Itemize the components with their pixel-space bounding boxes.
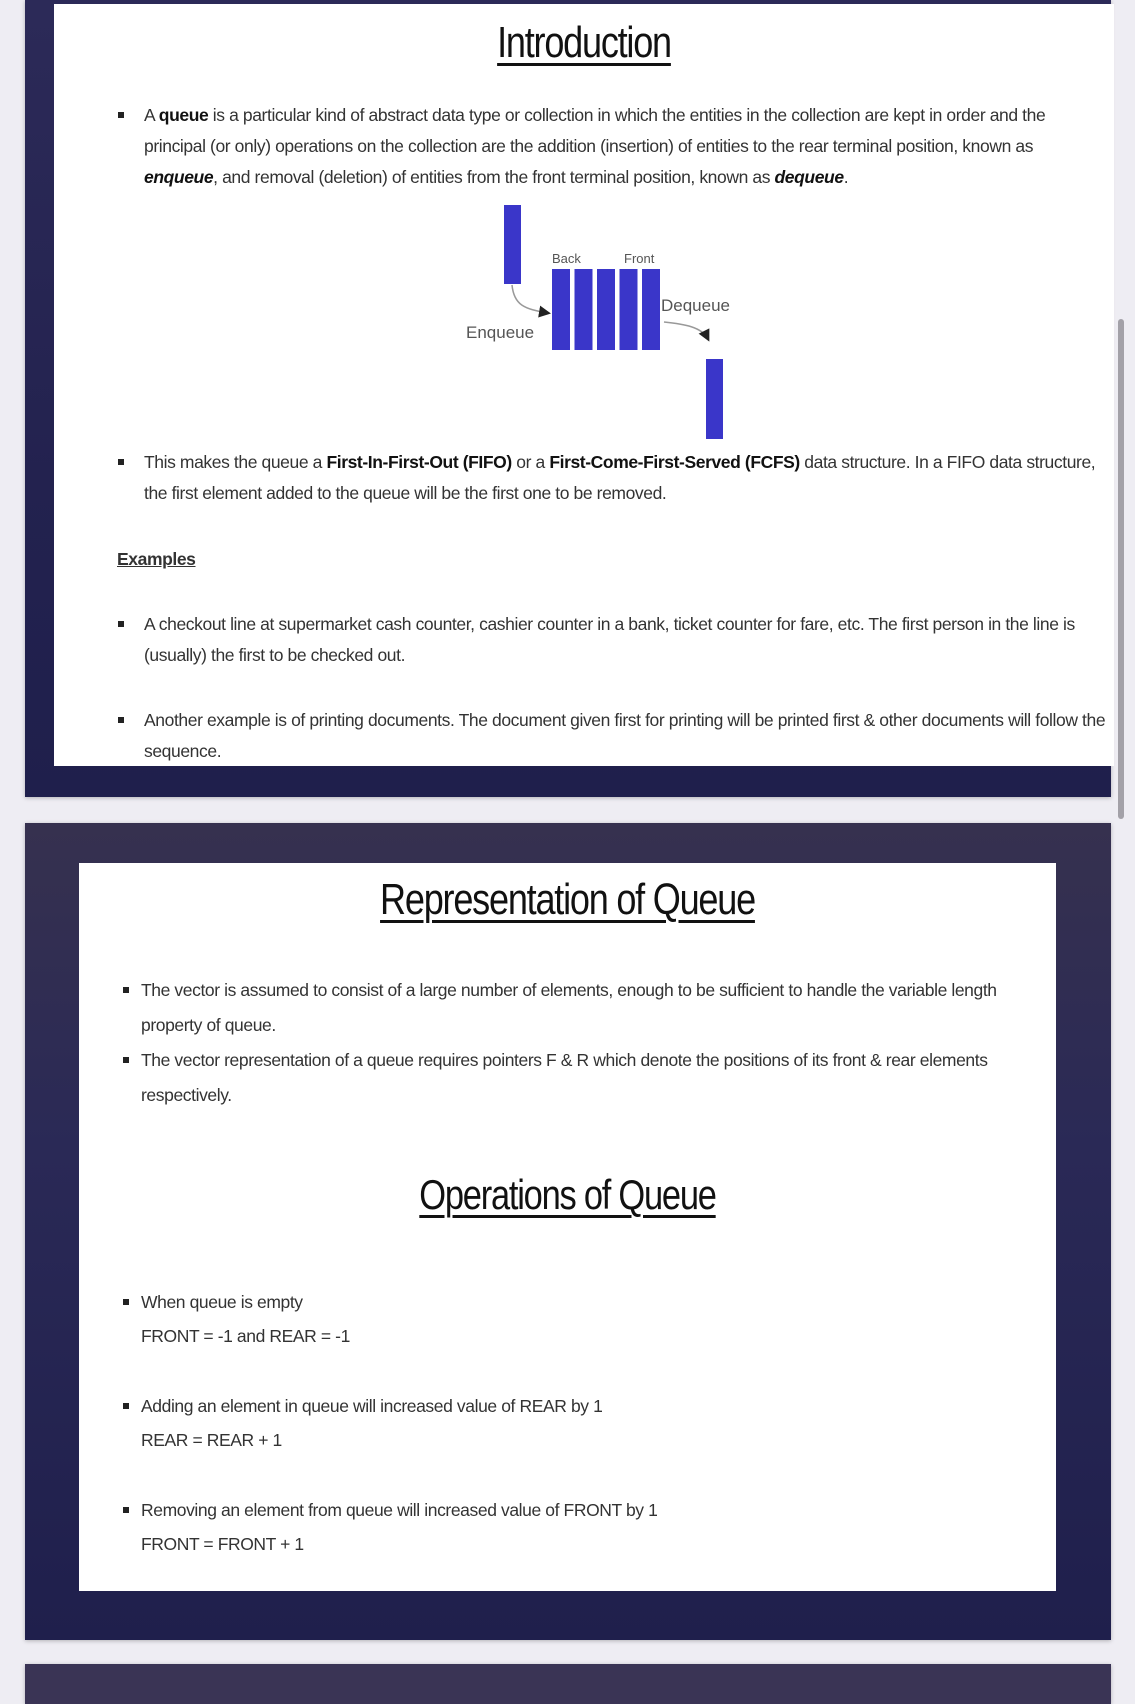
text: . <box>843 167 849 187</box>
bullet-icon <box>118 621 124 627</box>
slide-content <box>79 863 1056 1591</box>
operation-description: Removing an element from queue will increased value of FRONT by 1 <box>141 1500 658 1520</box>
operation-item <box>141 1389 602 1457</box>
text: or a <box>511 452 550 472</box>
queue-elements <box>552 269 660 350</box>
slide-content <box>54 4 1114 766</box>
operation-formula: FRONT = -1 and REAR = -1 <box>141 1326 350 1346</box>
bullet-icon <box>123 1403 129 1409</box>
operation-description: Adding an element in queue will increased value of REAR by 1 <box>141 1396 603 1416</box>
term-fcfs: First-Come-First-Served (FCFS) <box>549 452 800 472</box>
representation-point: The vector is assumed to consist of a large number of elements, enough to be sufficient to handle the variable length property of queue. <box>141 980 997 1035</box>
text: , and removal (deletion) of entities from the front terminal position, known as <box>213 167 775 187</box>
bullet-icon <box>118 459 124 465</box>
enqueue-label: Enqueue <box>466 323 535 342</box>
term-queue: queue <box>158 105 209 125</box>
bullet-icon <box>118 112 124 118</box>
bullet-icon <box>123 987 129 993</box>
operation-item <box>141 1493 657 1561</box>
slide-introduction <box>25 0 1111 797</box>
slide-next <box>25 1664 1111 1704</box>
enqueue-arrow <box>512 285 548 313</box>
operation-description: When queue is empty <box>141 1292 303 1312</box>
slide-title: Introduction <box>497 18 671 67</box>
slide-title: Representation of Queue <box>380 875 755 924</box>
fifo-description <box>144 447 1109 509</box>
example-item: A checkout line at supermarket cash counter, cashier counter in a bank, ticket counter for fare, etc. The first person in the line is (usually) the first to be checked out. <box>144 614 1075 665</box>
queue-element <box>575 269 593 350</box>
bullet-icon <box>118 717 124 723</box>
queue-element <box>620 269 638 350</box>
queue-element <box>597 269 615 350</box>
operations-title: Operations of Queue <box>419 1171 716 1218</box>
slide-representation <box>25 823 1111 1640</box>
bullet-icon <box>123 1507 129 1513</box>
text: This makes the queue a <box>144 452 327 472</box>
queue-element <box>552 269 570 350</box>
bullet-icon <box>123 1057 129 1063</box>
bullet-icon <box>123 1299 129 1305</box>
scrollbar-thumb[interactable] <box>1118 319 1124 819</box>
example-item: Another example is of printing documents. The document given first for printing will be printed first & other documents will follow the sequence. <box>144 710 1106 761</box>
queue-definition <box>144 100 1109 193</box>
operation-item <box>141 1285 350 1353</box>
incoming-element <box>504 205 521 284</box>
back-label: Back <box>552 251 581 266</box>
dequeued-element <box>706 359 723 439</box>
text: is a particular kind of abstract data type or collection in which the entities in the collection are kept in order and the principal (or only) operations on the collection are the addition (insertion) of entities to the rear terminal position, known as <box>144 105 1046 156</box>
text: A <box>144 105 159 125</box>
dequeue-arrow <box>664 322 708 339</box>
examples-heading: Examples <box>117 549 196 569</box>
term-enqueue: enqueue <box>144 167 214 187</box>
queue-element <box>642 269 660 350</box>
term-dequeue: dequeue <box>774 167 844 187</box>
operation-formula: REAR = REAR + 1 <box>141 1430 282 1450</box>
dequeue-label: Dequeue <box>661 296 731 315</box>
term-fifo: First-In-First-Out (FIFO) <box>326 452 512 472</box>
operation-formula: FRONT = FRONT + 1 <box>141 1534 304 1554</box>
queue-diagram <box>464 199 764 449</box>
front-label: Front <box>624 251 655 266</box>
text: data structure. In a FIFO data structure, the first element added to the queue will be the first one to be removed. <box>144 452 1096 503</box>
representation-point: The vector representation of a queue requires pointers F & R which denote the positions of its front & rear elements respectively. <box>141 1050 988 1105</box>
